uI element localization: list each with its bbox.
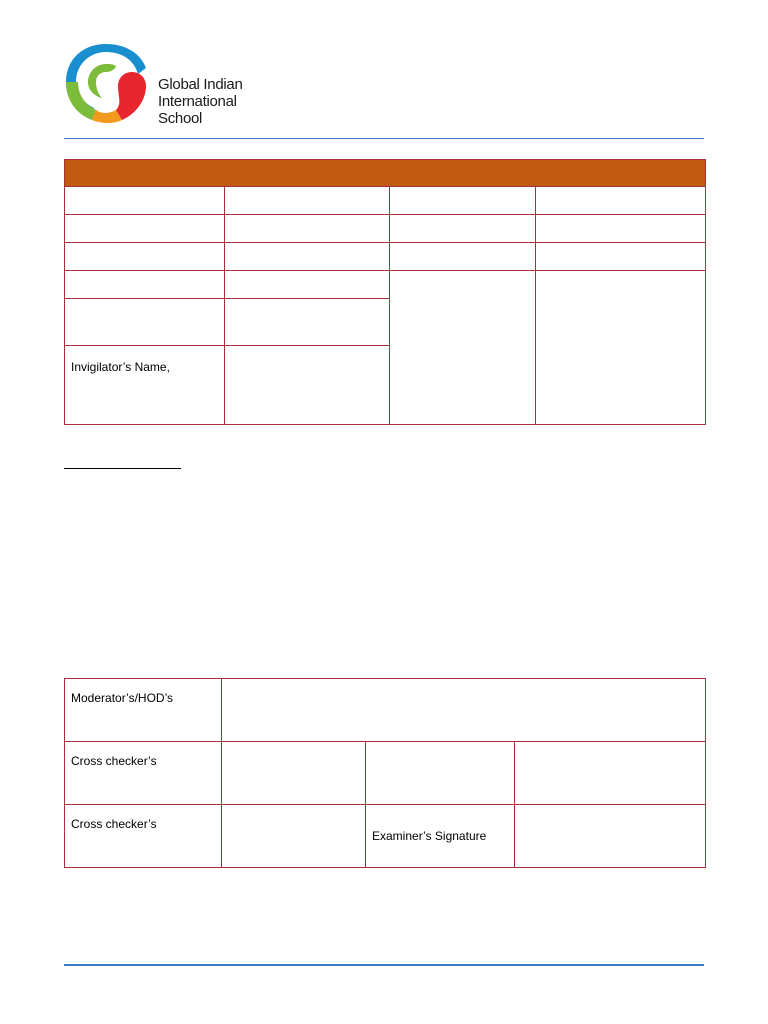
table-cell[interactable] xyxy=(536,215,706,243)
table-row xyxy=(65,243,706,271)
table-row xyxy=(65,215,706,243)
moderator-label: Moderator’s/HOD’s xyxy=(65,679,222,742)
table-cell[interactable] xyxy=(225,187,390,215)
table-row xyxy=(65,742,706,805)
table-cell-merged xyxy=(390,271,536,425)
table-cell[interactable] xyxy=(536,187,706,215)
table-cell xyxy=(366,742,515,805)
school-name-line-3: School xyxy=(158,110,203,127)
table-cell-merged[interactable] xyxy=(536,271,706,425)
table-cell xyxy=(65,243,225,271)
table-cell[interactable] xyxy=(222,805,366,868)
section-underline xyxy=(64,468,181,469)
review-signature-table xyxy=(64,678,706,868)
table-cell[interactable] xyxy=(225,299,390,346)
cross-checker-label-1: Cross checker’s xyxy=(65,742,222,805)
cross-checker-label-2: Cross checker’s xyxy=(65,805,222,868)
exam-info-table xyxy=(64,159,706,425)
table-cell[interactable] xyxy=(222,742,366,805)
table-cell[interactable] xyxy=(515,742,706,805)
school-logo-emblem xyxy=(62,38,150,126)
exam-info-header-cell xyxy=(65,160,706,187)
moderator-signature-field[interactable] xyxy=(222,679,706,742)
table-row xyxy=(65,805,706,868)
table-cell[interactable] xyxy=(225,243,390,271)
table-cell xyxy=(65,215,225,243)
examiner-signature-label: Examiner’s Signature xyxy=(366,805,515,868)
footer-rule xyxy=(64,964,704,966)
table-cell xyxy=(65,271,225,299)
table-cell xyxy=(390,215,536,243)
invigilator-name-field[interactable] xyxy=(225,346,390,425)
school-name-line-2: International xyxy=(158,93,237,110)
school-name-line-1: Global Indian xyxy=(158,76,243,93)
table-cell[interactable] xyxy=(225,271,390,299)
table-cell[interactable] xyxy=(225,215,390,243)
table-cell xyxy=(65,299,225,346)
header-rule xyxy=(64,138,704,139)
school-name xyxy=(158,76,243,127)
table-row xyxy=(65,679,706,742)
invigilator-name-label: Invigilator’s Name, xyxy=(65,346,225,425)
table-row xyxy=(65,187,706,215)
table-cell[interactable] xyxy=(536,243,706,271)
examiner-signature-field[interactable] xyxy=(515,805,706,868)
school-logo xyxy=(62,38,252,128)
table-cell xyxy=(390,187,536,215)
table-cell xyxy=(65,187,225,215)
table-cell xyxy=(390,243,536,271)
exam-info-header-row xyxy=(65,160,706,187)
table-row xyxy=(65,271,706,299)
